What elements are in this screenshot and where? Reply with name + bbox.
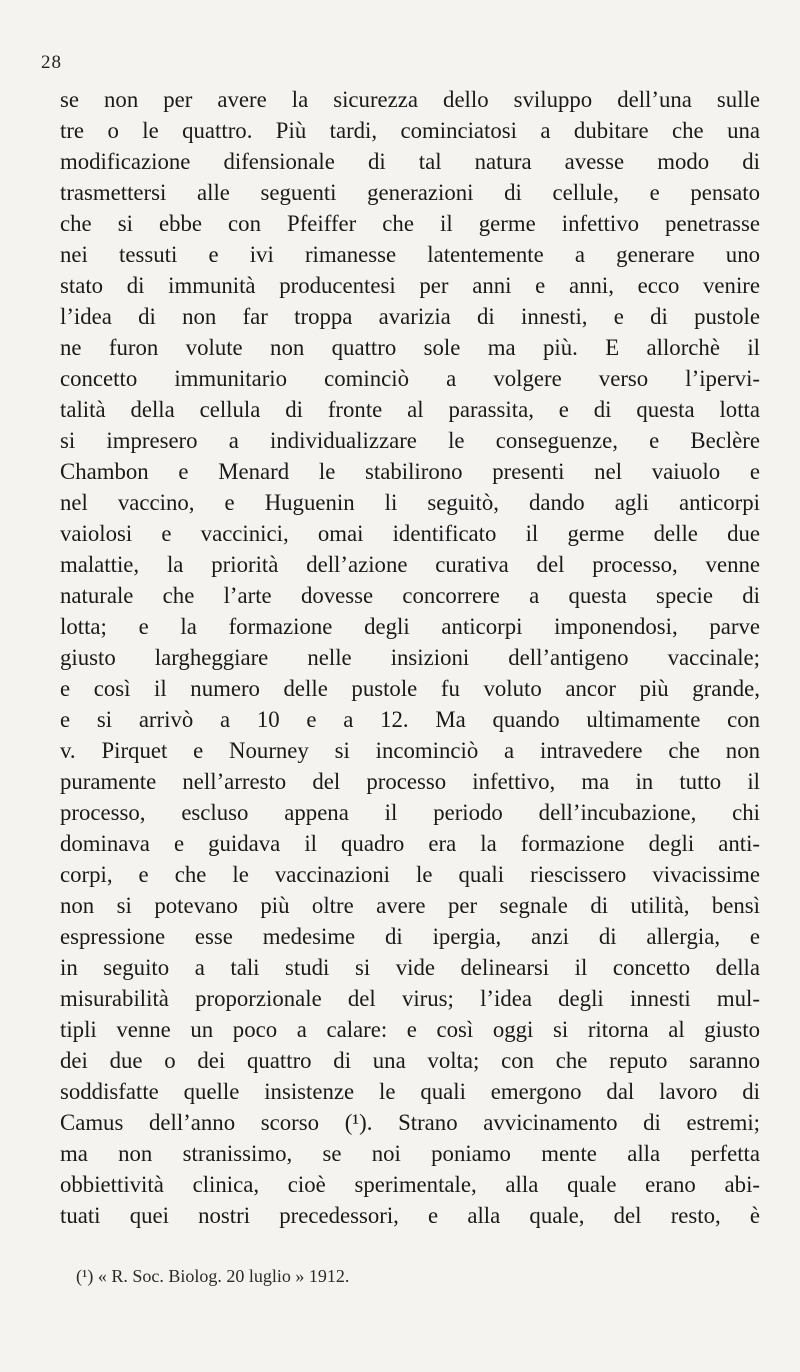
- text-line: concetto immunitario cominciò a volgere verso l’ipervi-: [60, 366, 760, 391]
- text-line: se non per avere la sicurezza dello sviluppo dell’una sulle: [60, 87, 760, 112]
- text-line: si impresero a individualizzare le conseguenze, e Beclère: [60, 428, 760, 453]
- text-line: non si potevano più oltre avere per segnale di utilità, bensì: [60, 893, 760, 918]
- text-line: in seguito a tali studi si vide delinearsi il concetto della: [60, 955, 760, 980]
- text-line: ma non stranissimo, se noi poniamo mente alla perfetta: [60, 1141, 760, 1166]
- text-line: Chambon e Menard le stabilirono presenti nel vaiuolo e: [60, 459, 760, 484]
- text-line: v. Pirquet e Nourney si incominciò a intravedere che non: [60, 738, 760, 763]
- text-line: misurabilità proporzionale del virus; l’idea degli innesti mul-: [60, 986, 760, 1011]
- page-number: 28: [41, 52, 62, 73]
- text-line: lotta; e la formazione degli anticorpi imponendosi, parve: [60, 614, 760, 639]
- text-line: trasmettersi alle seguenti generazioni di cellule, e pensato: [60, 180, 760, 205]
- text-line: tuati quei nostri precedessori, e alla quale, del resto, è: [60, 1203, 760, 1228]
- text-line: corpi, e che le vaccinazioni le quali riescissero vivacissime: [60, 862, 760, 887]
- text-line: dominava e guidava il quadro era la formazione degli anti-: [60, 831, 760, 856]
- text-line: puramente nell’arresto del processo infettivo, ma in tutto il: [60, 769, 760, 794]
- text-line: espressione esse medesime di ipergia, anzi di allergia, e: [60, 924, 760, 949]
- text-line: malattie, la priorità dell’azione curativa del processo, venne: [60, 552, 760, 577]
- text-line: vaiolosi e vaccinici, omai identificato il germe delle due: [60, 521, 760, 546]
- body-paragraph: [60, 84, 760, 1231]
- text-line: giusto largheggiare nelle insizioni dell’antigeno vaccinale;: [60, 645, 760, 670]
- text-line: nel vaccino, e Huguenin li seguitò, dando agli anticorpi: [60, 490, 760, 515]
- text-line: Camus dell’anno scorso (¹). Strano avvicinamento di estremi;: [60, 1110, 760, 1135]
- text-line: modificazione difensionale di tal natura avesse modo di: [60, 149, 760, 174]
- text-line: e così il numero delle pustole fu voluto ancor più grande,: [60, 676, 760, 701]
- text-line: tipli venne un poco a calare: e così oggi si ritorna al giusto: [60, 1017, 760, 1042]
- text-line: nei tessuti e ivi rimanesse latentemente a generare uno: [60, 242, 760, 267]
- text-line: processo, escluso appena il periodo dell’incubazione, chi: [60, 800, 760, 825]
- text-line: obbiettività clinica, cioè sperimentale, alla quale erano abi-: [60, 1172, 760, 1197]
- text-line: soddisfatte quelle insistenze le quali emergono dal lavoro di: [60, 1079, 760, 1104]
- text-line: talità della cellula di fronte al parassita, e di questa lotta: [60, 397, 760, 422]
- footnote: (¹) « R. Soc. Biolog. 20 luglio » 1912.: [76, 1266, 350, 1286]
- text-line: e si arrivò a 10 e a 12. Ma quando ultimamente con: [60, 707, 760, 732]
- text-line: stato di immunità producentesi per anni e anni, ecco venire: [60, 273, 760, 298]
- text-line: naturale che l’arte dovesse concorrere a questa specie di: [60, 583, 760, 608]
- text-line: l’idea di non far troppa avarizia di innesti, e di pustole: [60, 304, 760, 329]
- text-line: ne furon volute non quattro sole ma più. E allorchè il: [60, 335, 760, 360]
- text-line: tre o le quattro. Più tardi, cominciatosi a dubitare che una: [60, 118, 760, 143]
- text-line: dei due o dei quattro di una volta; con che reputo saranno: [60, 1048, 760, 1073]
- text-line: che si ebbe con Pfeiffer che il germe infettivo penetrasse: [60, 211, 760, 236]
